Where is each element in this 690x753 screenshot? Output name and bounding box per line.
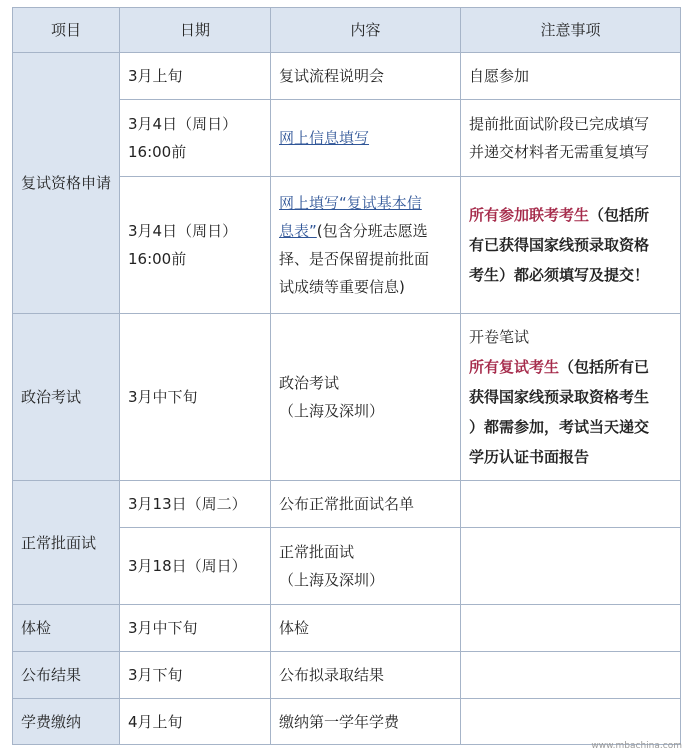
schedule-table: [12, 7, 681, 745]
header-category: 项目: [13, 8, 120, 53]
category-cell: 公布结果: [13, 652, 120, 699]
note-cell: [461, 528, 681, 605]
content-line: 试成绩等重要信息): [279, 278, 405, 296]
date-cell: 4月上旬: [120, 699, 271, 745]
note-line: 学历认证书面报告: [469, 448, 590, 466]
content-line: 政治考试: [279, 374, 340, 392]
category-cell: 正常批面试: [13, 481, 120, 605]
content-line: 择、是否保留提前批面: [279, 250, 430, 268]
content-cell: 复试流程说明会: [271, 53, 461, 100]
date-cell: 3月18日（周日）: [120, 528, 271, 605]
note-line: ）都需参加，考试当天递交: [469, 418, 650, 436]
table-header-row: [13, 8, 681, 53]
date-cell: [120, 100, 271, 177]
note-text: （包括所: [589, 206, 650, 224]
date-cell: 3月中下旬: [120, 314, 271, 481]
table-row: [13, 605, 681, 652]
date-cell: [120, 177, 271, 314]
note-cell: [461, 699, 681, 745]
note-cell: 自愿参加: [461, 53, 681, 100]
date-cell: 3月中下旬: [120, 605, 271, 652]
content-line: （上海及深圳）: [279, 571, 385, 589]
note-cell: [461, 481, 681, 528]
category-cell: 体检: [13, 605, 120, 652]
table-row: [13, 53, 681, 100]
emphasis-text: 所有复试考生: [469, 358, 560, 376]
note-line: 并递交材料者无需重复填写: [469, 143, 650, 161]
note-line: 开卷笔试: [469, 328, 530, 346]
table-row: [13, 314, 681, 481]
date-cell: 3月上旬: [120, 53, 271, 100]
date-line: 3月4日（周日）: [128, 115, 238, 133]
note-line: 考生）都必须填写及提交！: [469, 266, 650, 284]
table-row: [13, 699, 681, 745]
online-info-link[interactable]: 网上信息填写: [279, 129, 370, 147]
content-line: 正常批面试: [279, 543, 355, 561]
content-cell: [271, 528, 461, 605]
category-cell: 学费缴纳: [13, 699, 120, 745]
emphasis-text: 所有参加联考考生: [469, 206, 590, 224]
watermark: www.mbachina.com: [591, 741, 682, 751]
category-cell: 复试资格申请: [13, 53, 120, 314]
note-cell: [461, 652, 681, 699]
basic-info-form-link-cont[interactable]: 息表”: [279, 222, 317, 240]
content-cell: [271, 314, 461, 481]
content-cell: 体检: [271, 605, 461, 652]
header-date: 日期: [120, 8, 271, 53]
date-line: 16:00前: [128, 250, 187, 268]
note-cell: [461, 605, 681, 652]
header-notes: 注意事项: [461, 8, 681, 53]
date-line: 3月4日（周日）: [128, 222, 238, 240]
content-line: （上海及深圳）: [279, 402, 385, 420]
content-cell: [271, 100, 461, 177]
category-cell: 政治考试: [13, 314, 120, 481]
date-cell: 3月下旬: [120, 652, 271, 699]
content-cell: 公布正常批面试名单: [271, 481, 461, 528]
note-line: 有已获得国家线预录取资格: [469, 236, 650, 254]
note-line: 提前批面试阶段已完成填写: [469, 115, 650, 133]
note-cell: [461, 100, 681, 177]
header-content: 内容: [271, 8, 461, 53]
content-cell: 公布拟录取结果: [271, 652, 461, 699]
note-text: （包括所有已: [559, 358, 650, 376]
date-line: 16:00前: [128, 143, 187, 161]
content-cell: [271, 177, 461, 314]
note-cell: [461, 314, 681, 481]
content-text: (包含分班志愿选: [316, 222, 428, 240]
basic-info-form-link[interactable]: 网上填写“复试基本信: [279, 194, 422, 212]
table-row: [13, 481, 681, 528]
content-cell: 缴纳第一学年学费: [271, 699, 461, 745]
note-cell: [461, 177, 681, 314]
table-row: [13, 652, 681, 699]
note-line: 获得国家线预录取资格考生: [469, 388, 650, 406]
date-cell: 3月13日（周二）: [120, 481, 271, 528]
